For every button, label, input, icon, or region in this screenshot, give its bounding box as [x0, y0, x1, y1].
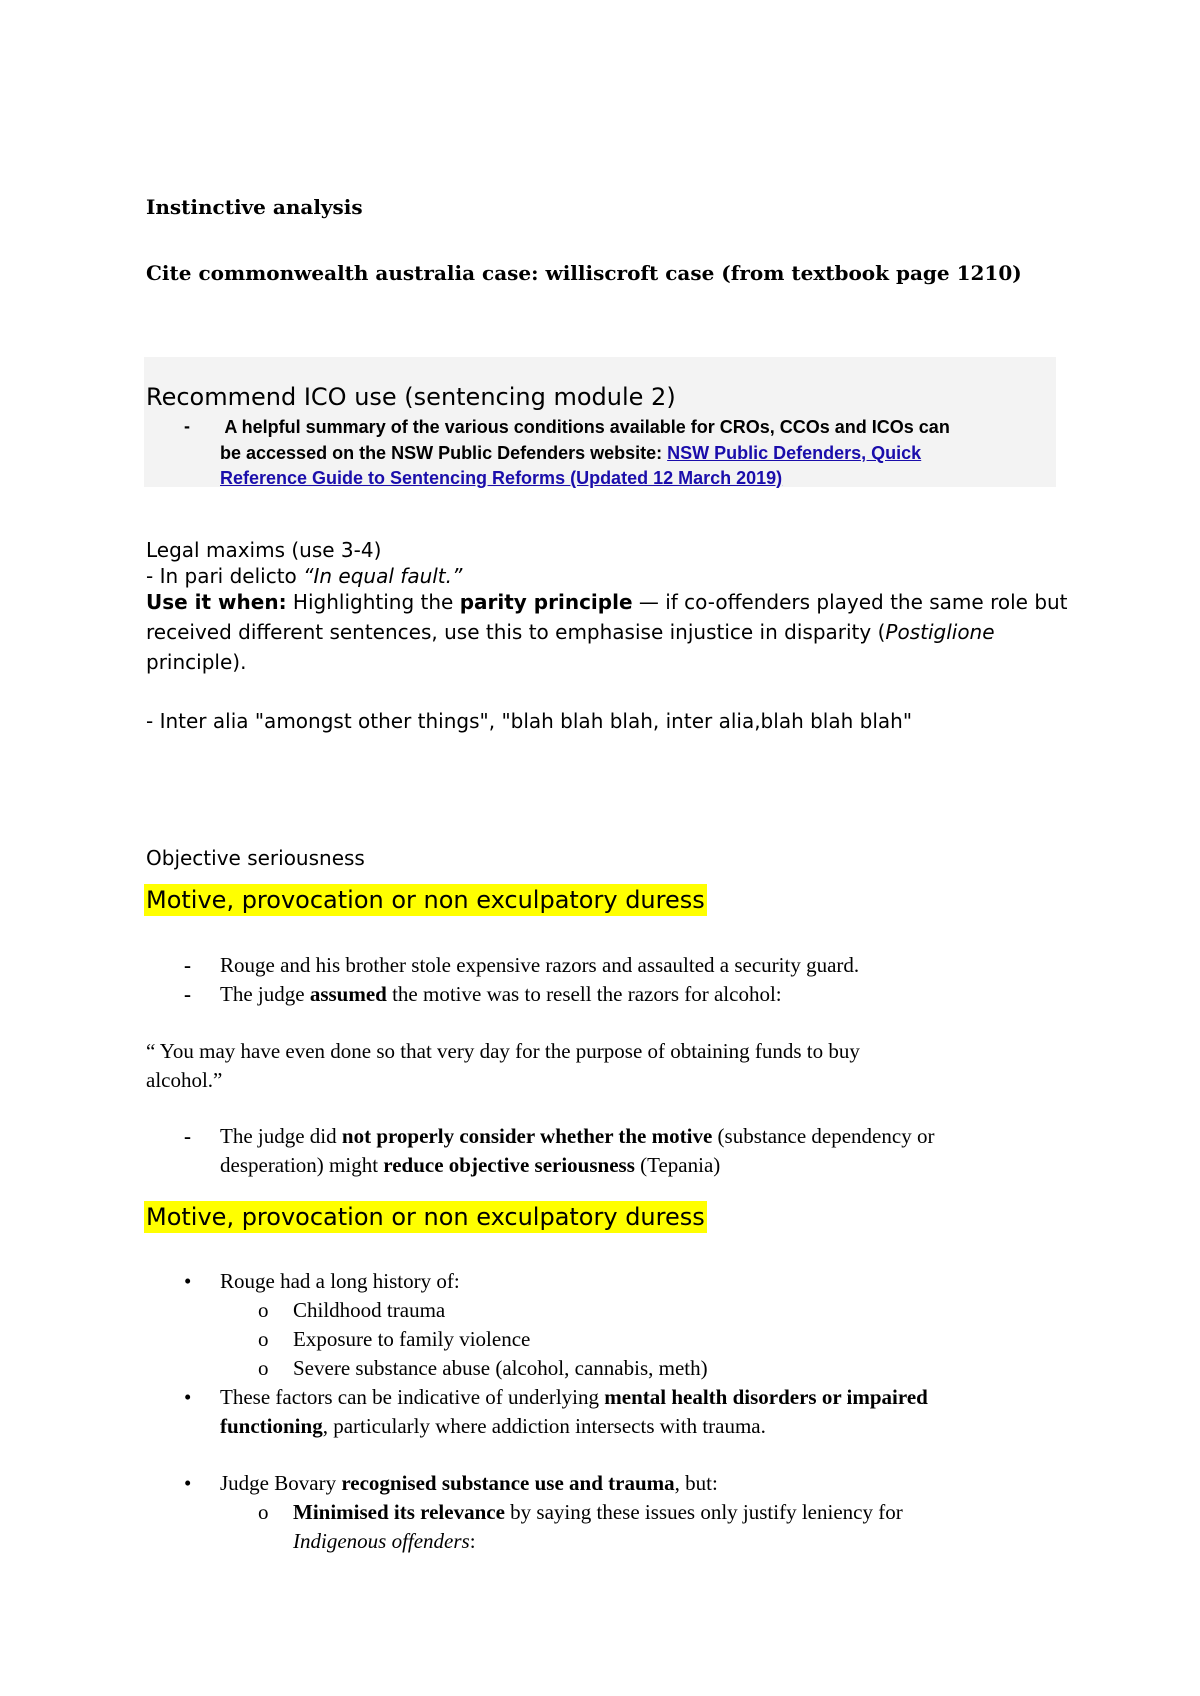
heading-instinctive-analysis: Instinctive analysis: [146, 195, 363, 219]
judge-quote-line1: “ You may have even done so that very day for the purpose of obtaining funds to buy: [146, 1039, 860, 1063]
c3-line: [220, 1469, 718, 1498]
c3-bold: recognised substance use and trauma: [341, 1471, 675, 1495]
judge-quote-line2: alcohol.”: [146, 1068, 223, 1092]
bullet-2-text: [220, 980, 782, 1009]
maxim1-translation: “In equal fault.”: [303, 564, 463, 588]
c3a-bold: Minimised its relevance: [293, 1500, 505, 1524]
c3a-italic: Indigenous offenders: [293, 1529, 470, 1553]
ico-text-line2: [220, 440, 921, 466]
dash-bullet-1: -: [184, 953, 191, 977]
use-text2: — if co-offenders played the same role but: [632, 590, 1068, 614]
b3-line2-bold: reduce objective seriousness: [383, 1153, 635, 1177]
ico-link-part2[interactable]: Reference Guide to Sentencing Reforms (Updated 12 March 2019): [220, 468, 783, 488]
dot-bullet-1: •: [184, 1269, 192, 1293]
c3-post: , but:: [674, 1471, 718, 1495]
postiglione: Postiglione: [885, 620, 995, 644]
c3a-line2-post: :: [469, 1529, 476, 1553]
c1b-text: Exposure to family violence: [293, 1327, 531, 1351]
b3-line2-post: (Tepania): [634, 1153, 721, 1177]
sub-bullet-3a: o: [258, 1500, 269, 1524]
b2-pre: The judge: [220, 982, 310, 1006]
sub-bullet-1a: o: [258, 1298, 269, 1322]
sub-bullet-1b: o: [258, 1327, 269, 1351]
c2-pre: These factors can be indicative of underlying: [220, 1385, 605, 1409]
b3-post: (substance dependency or: [712, 1124, 935, 1148]
maxim1-prefix: - In pari delicto: [146, 564, 304, 588]
use-it-when-line2: [146, 617, 995, 647]
highlight-heading-2-text: Motive, provocation or non exculpatory duress: [146, 1203, 705, 1231]
c3-pre: Judge Bovary: [220, 1471, 342, 1495]
maxims-heading: Legal maxims (use 3-4): [146, 538, 382, 562]
sub-bullet-1c: o: [258, 1356, 269, 1380]
highlight-heading-1-text: Motive, provocation or non exculpatory duress: [146, 886, 705, 914]
c2-line1: [220, 1383, 928, 1412]
b2-assumed: assumed: [309, 982, 387, 1006]
bullet-3-line1: [220, 1122, 934, 1151]
objective-seriousness-heading: Objective seriousness: [146, 846, 365, 870]
highlight-heading-1: [144, 886, 707, 914]
b2-post: the motive was to resell the razors for alcohol:: [386, 982, 782, 1006]
c3a-line1: [293, 1498, 903, 1527]
c1c-text: Severe substance abuse (alcohol, cannabis, meth): [293, 1356, 708, 1380]
ico-text-line1: A helpful summary of the various conditions available for CROs, CCOs and ICOs can: [220, 417, 950, 437]
c1-text: Rouge had a long history of:: [220, 1269, 460, 1293]
maxim-inter-alia: - Inter alia "amongst other things", "blah blah blah, inter alia,blah blah blah": [146, 709, 913, 733]
parity-principle: parity principle: [459, 590, 633, 614]
b3-pre: The judge did: [220, 1124, 342, 1148]
b3-bold: not properly consider whether the motive: [341, 1124, 713, 1148]
c2-line2: [220, 1412, 766, 1441]
c3a-line2: [293, 1527, 476, 1556]
ico-text-line2-label: be accessed on the NSW Public Defenders website:: [220, 443, 663, 463]
dash-bullet-3: -: [184, 1124, 191, 1148]
dot-bullet-3: •: [184, 1471, 192, 1495]
dash-bullet-2: -: [184, 982, 191, 1006]
ico-link-line2-wrap: [220, 465, 782, 491]
c2-line2-bold: functioning: [220, 1414, 323, 1438]
b3-line2-pre: desperation) might: [220, 1153, 384, 1177]
use-line2: received different sentences, use this to emphasise injustice in disparity (: [146, 620, 886, 644]
use-it-when-line3: principle).: [146, 650, 247, 674]
use-text1: Highlighting the: [286, 590, 460, 614]
dot-bullet-2: •: [184, 1385, 192, 1409]
ico-link-part1[interactable]: NSW Public Defenders, Quick: [667, 443, 922, 463]
ico-dash-bullet: -: [184, 416, 190, 436]
bullet-1-text: Rouge and his brother stole expensive razors and assaulted a security guard.: [220, 953, 860, 977]
c2-bold: mental health disorders or impaired: [604, 1385, 928, 1409]
use-it-when-line1: [146, 587, 1068, 617]
c3a-post: by saying these issues only justify leniency for: [504, 1500, 903, 1524]
use-it-when-label: Use it when:: [146, 590, 287, 614]
highlight-heading-2: [144, 1203, 707, 1231]
c1a-text: Childhood trauma: [293, 1298, 446, 1322]
c2-line2-post: , particularly where addiction intersects with trauma.: [322, 1414, 766, 1438]
bullet-3-line2: [220, 1151, 720, 1180]
cite-case-line: Cite commonwealth australia case: williscroft case (from textbook page 1210): [146, 261, 1022, 285]
ico-title: Recommend ICO use (sentencing module 2): [146, 383, 676, 411]
